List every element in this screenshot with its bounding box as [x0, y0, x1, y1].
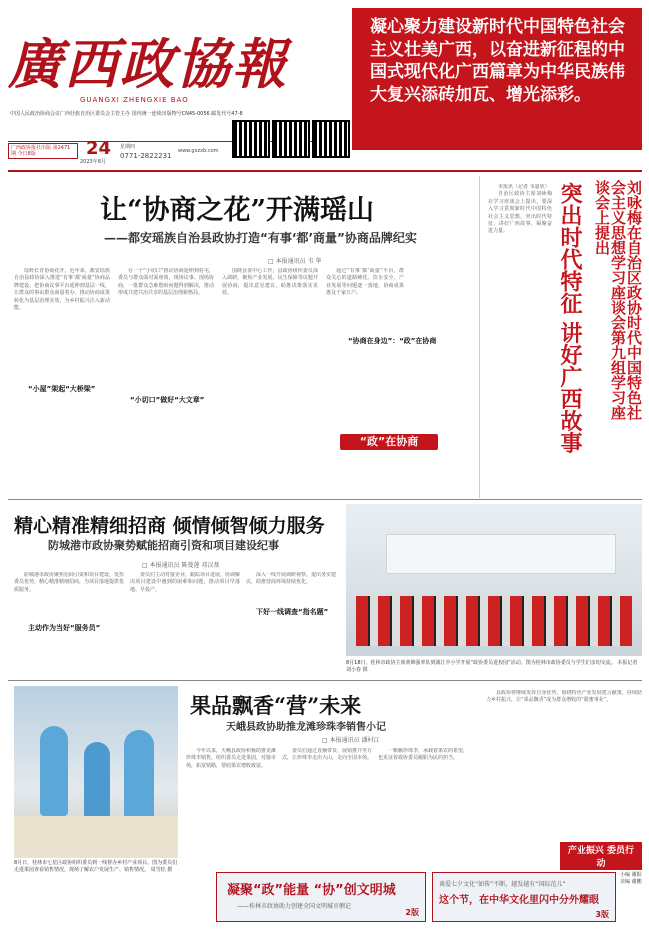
promo-banner: 凝心聚力建设新时代中国特色社会主义壮美广西，以奋进新征程的中国式现代化广西篇章为中华民族伟大复兴添砖加瓦、增光添彩。 — [352, 8, 642, 150]
phone: 0771-2822231 — [120, 152, 172, 160]
third-body-col3: 一颗颗珍珠李，承载着果农的希望，也见证着政协委员履职为民的担当。 — [378, 748, 468, 762]
lead-subhead-3: “协商在身边”：“政”在协商 — [348, 337, 437, 345]
lead-subhead-1: “小屋”架起“大桥梁” — [28, 385, 96, 393]
divider — [8, 170, 642, 172]
divider — [8, 499, 642, 500]
issue-date: 2023年8月 — [80, 159, 106, 165]
lead-banner-tag: “政”在协商 — [340, 434, 438, 450]
third-body-col1: 今年以来，天峨县政协积极助推龙滩珍珠李销售，组织委员走进果园，对接市场，拓宽销路，帮助果农增收致富。 — [186, 748, 276, 769]
masthead-pinyin: GUANGXI ZHENGXIE BAO — [80, 96, 189, 104]
side-kicker: 刘咏梅在自治区政协时代中国特色社会主义思想学习座谈会第九组学习座谈会上提出 — [593, 180, 643, 420]
lead-body-col3: 围绕县委中心工作，县政协组织委员深入调研，聚焦产业发展、民生保障等议题开展协商，提出意见建议，助推决策落实见效。 — [222, 268, 318, 297]
second-subtitle: 防城港市政协聚势赋能招商引资和项目建设纪事 — [48, 539, 279, 552]
section-label: 产业振兴 委员行动 — [560, 842, 642, 870]
bottom-right-kicker: 谈爱七夕文化“如传”不断，越发越有“国际范儿” — [439, 881, 566, 888]
third-subtitle: 天峨县政协助推龙滩珍珠李销售小记 — [226, 722, 386, 733]
website: www.gxzxb.com — [178, 148, 219, 154]
qr-code-icon — [272, 120, 310, 158]
lead-body-col2: 在一个“小切口”推动协商延伸到村屯，委员与群众面对面座谈，现场议事、现场协商，一批群众急难愁盼问题得到解决，推动形成共建共治共享的基层治理新格局。 — [118, 268, 214, 297]
side-headline: 突出时代特征 讲好广西故事 — [557, 182, 583, 454]
photo-caption: 8月18日，桂林市政协主席黄锦强率队到漓江中小学开展“政协委员进校园”活动。图为桂林市政协委员与学生们亲切交流。 本报记者 刘小春 摄 — [346, 660, 638, 673]
qr-code-icon — [232, 120, 270, 158]
second-subhead-2: 下好一线调查“指名题” — [256, 608, 329, 616]
bottom-left-page: 2版 — [405, 908, 419, 917]
lead-body-col4: 通过“有事‘都’商量”平台，群众关心的道路硬化、饮水安全、产业发展等问题逐一落地，协商成果惠及千家万户。 — [326, 268, 404, 297]
masthead-info: 中国人民政治协商会议广西壮族自治区委员会主管主办 国内统一连续出版物号CN45-0056 邮发代号47-8 — [10, 111, 243, 117]
bottom-right-page: 3版 — [595, 910, 609, 919]
lead-headline: 让“协商之花”开满瑶山 — [100, 195, 375, 226]
qr-code-icon — [312, 120, 350, 158]
weekday: 星期四 — [120, 144, 136, 150]
bottom-left-banner[interactable] — [216, 872, 426, 922]
lead-body-col1: 瑶岭长青协商花开。近年来，都安瑶族自治县政协深入推进“有事‘都’商量”协商品牌建设，把协商议事平台延伸到基层一线，让群众的事由群众商量着办，推动协商成果转化为基层治理实效，为乡村振兴注入新动能。 — [14, 268, 110, 312]
second-body-col2: 委员们主动对接企业，跟踪项目进展，协调解决项目建设中遇到的困难和问题，推动项目早落地、早投产。 — [130, 572, 240, 593]
third-byline: □ 本报通讯员 潘村江 — [322, 737, 380, 744]
third-headline: 果品飘香“营”未来 — [190, 693, 362, 718]
page-number: 24 — [86, 138, 112, 159]
bottom-right-banner[interactable] — [432, 872, 616, 922]
photo-fruit-packing — [14, 686, 178, 858]
second-body-col3: 深入一线开展调研视察，提出务实建议，助推营商环境持续优化。 — [246, 572, 336, 586]
photo-students — [346, 504, 642, 656]
lead-subhead-2: “小切口”做好“大文章” — [130, 396, 205, 404]
third-body-col4: 县政协将继续发挥自身优势，围绕特色产业发展建言献策，持续助力乡村振兴，让“果品飘香”成为群众增收的“甜蜜事业”。 — [486, 690, 642, 704]
bottom-right-title: 这个节，在中华文化里闪中分外耀眼 — [439, 895, 599, 906]
issue-box: 广西政协报社出版 第2471期 今日8版 — [8, 143, 78, 159]
corner-label: 小编 谢阳 美编 谢鹏 — [620, 872, 642, 885]
lead-subtitle: ——都安瑶族自治县政协打造“有事‘都’商量”协商品牌纪实 — [104, 231, 417, 245]
second-headline: 精心精准精细招商 倾情倾智倾力服务 — [14, 515, 325, 537]
side-body: 本报讯（记者 韦嘉欣） 自治区政协主席刘咏梅在学习座谈会上提出，要深入学习贯彻新时代中国特色社会主义思想，突出时代特征，讲好广西故事，凝聚奋进力量。 — [488, 184, 552, 235]
lead-byline: □ 本报通讯员 韦 华 — [268, 258, 322, 265]
photo-caption-2: 8月日，桂林市七星区政协组织委员到一线督办乡村产业项目。图为委员们走进果园查看销售情况，现场了解农户发展生产、销售情况。 周雪松 摄 — [14, 860, 178, 873]
second-body-col1: 防城港市政协聚焦招商引资和项目建设，发挥委员优势，精心精准精细招商，为项目落地提供优质服务。 — [14, 572, 124, 593]
second-subhead-1: 主动作为当好“服务员” — [28, 624, 101, 632]
third-body-col2: 委员们通过直播带货、展销推介等方式，让珍珠李走出大山，走向全国市场。 — [282, 748, 372, 762]
bottom-left-title: 凝聚“政”能量 “协”创文明城 — [227, 883, 396, 898]
bottom-left-subtitle: ——桂林市政协助力创建全国文明城市侧记 — [237, 903, 352, 910]
masthead-title: 廣西政協報 — [8, 32, 288, 96]
second-byline: □ 本报通讯员 陈曼莲 邓汉基 — [142, 562, 220, 569]
divider — [8, 680, 642, 681]
